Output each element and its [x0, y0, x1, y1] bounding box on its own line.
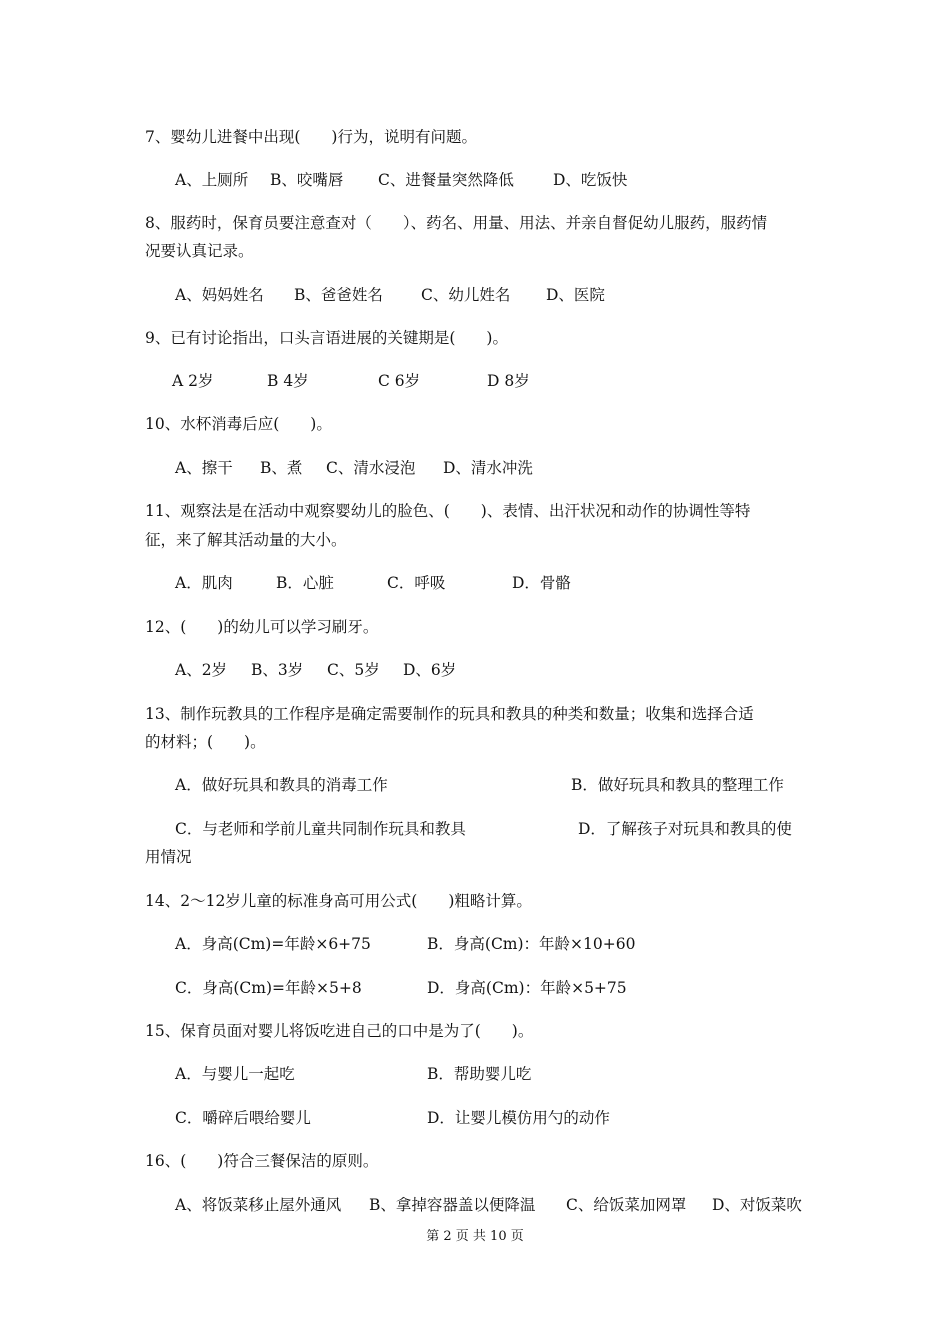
q16-option-c: C、给饭菜加网罩	[566, 1196, 687, 1214]
q7-option-d: D、吃饭快	[553, 171, 628, 189]
q8-option-b: B、爸爸姓名	[294, 286, 383, 304]
q11-option-d: D．骨骼	[512, 574, 571, 592]
question-11-line-2: 征，来了解其活动量的大小。	[145, 531, 347, 549]
question-10: 10、水杯消毒后应( )。	[145, 415, 332, 433]
q10-option-d: D、清水冲洗	[443, 459, 533, 477]
question-13-line-2: 的材料；( )。	[145, 733, 266, 751]
q10-option-c: C、清水浸泡	[326, 459, 416, 477]
q14-option-c: C．身高(Cm)=年龄×5+8	[175, 979, 362, 997]
q15-option-d: D．让婴儿模仿用勺的动作	[427, 1109, 610, 1127]
question-9: 9、已有讨论指出，口头言语进展的关键期是( )。	[145, 329, 508, 347]
q8-option-c: C、幼儿姓名	[421, 286, 511, 304]
q9-option-b: B 4岁	[267, 372, 309, 390]
question-13-line-1: 13、制作玩教具的工作程序是确定需要制作的玩具和教具的种类和数量；收集和选择合适	[145, 705, 754, 723]
question-7: 7、婴幼儿进餐中出现( )行为，说明有问题。	[145, 128, 477, 146]
q12-option-a: A、2岁	[175, 661, 228, 679]
q10-option-a: A、擦干	[175, 459, 233, 477]
q16-option-a: A、将饭菜移止屋外通风	[175, 1196, 342, 1214]
q13-option-d-line-2: 用情况	[145, 848, 192, 866]
q13-option-b: B．做好玩具和教具的整理工作	[571, 776, 784, 794]
q12-option-d: D、6岁	[403, 661, 457, 679]
q7-option-c: C、进餐量突然降低	[378, 171, 514, 189]
q9-option-d: D 8岁	[487, 372, 530, 390]
question-16: 16、( )符合三餐保洁的原则。	[145, 1152, 379, 1170]
q8-option-d: D、医院	[546, 286, 605, 304]
q16-option-b: B、拿掉容器盖以便降温	[369, 1196, 536, 1214]
q15-option-c: C．嚼碎后喂给婴儿	[175, 1109, 311, 1127]
q9-option-a: A 2岁	[172, 372, 214, 390]
q13-option-d-line-1: D．了解孩子对玩具和教具的使	[578, 820, 792, 838]
question-15: 15、保育员面对婴儿将饭吃进自己的口中是为了( )。	[145, 1022, 534, 1040]
q16-option-d: D、对饭菜吹	[712, 1196, 802, 1214]
q15-option-a: A．与婴儿一起吃	[175, 1065, 295, 1083]
q10-option-b: B、煮	[260, 459, 303, 477]
q11-option-b: B．心脏	[276, 574, 334, 592]
q9-option-c: C 6岁	[378, 372, 421, 390]
q12-option-b: B、3岁	[251, 661, 304, 679]
q14-option-a: A．身高(Cm)=年龄×6+75	[175, 935, 371, 953]
q8-option-a: A、妈妈姓名	[175, 286, 264, 304]
page-number-footer: 第 2 页 共 10 页	[426, 1229, 524, 1244]
q7-option-b: B、咬嘴唇	[270, 171, 344, 189]
question-11-line-1: 11、观察法是在活动中观察婴幼儿的脸色、( )、表情、出汗状况和动作的协调性等特	[145, 502, 751, 520]
q13-option-a: A．做好玩具和教具的消毒工作	[175, 776, 388, 794]
question-14: 14、2～12岁儿童的标准身高可用公式( )粗略计算。	[145, 892, 532, 910]
q13-option-c: C．与老师和学前儿童共同制作玩具和教具	[175, 820, 466, 838]
question-8-line-2: 况要认真记录。	[145, 242, 254, 260]
q11-option-a: A．肌肉	[175, 574, 233, 592]
q15-option-b: B．帮助婴儿吃	[427, 1065, 532, 1083]
question-8-line-1: 8、服药时，保育员要注意查对（ ）、药名、用量、用法、并亲自督促幼儿服药，服药情	[145, 214, 768, 232]
q12-option-c: C、5岁	[327, 661, 380, 679]
question-12: 12、( )的幼儿可以学习刷牙。	[145, 618, 379, 636]
q7-option-a: A、上厕所	[175, 171, 249, 189]
q14-option-d: D．身高(Cm)：年龄×5+75	[427, 979, 627, 997]
q11-option-c: C．呼吸	[387, 574, 446, 592]
q14-option-b: B．身高(Cm)：年龄×10+60	[427, 935, 636, 953]
